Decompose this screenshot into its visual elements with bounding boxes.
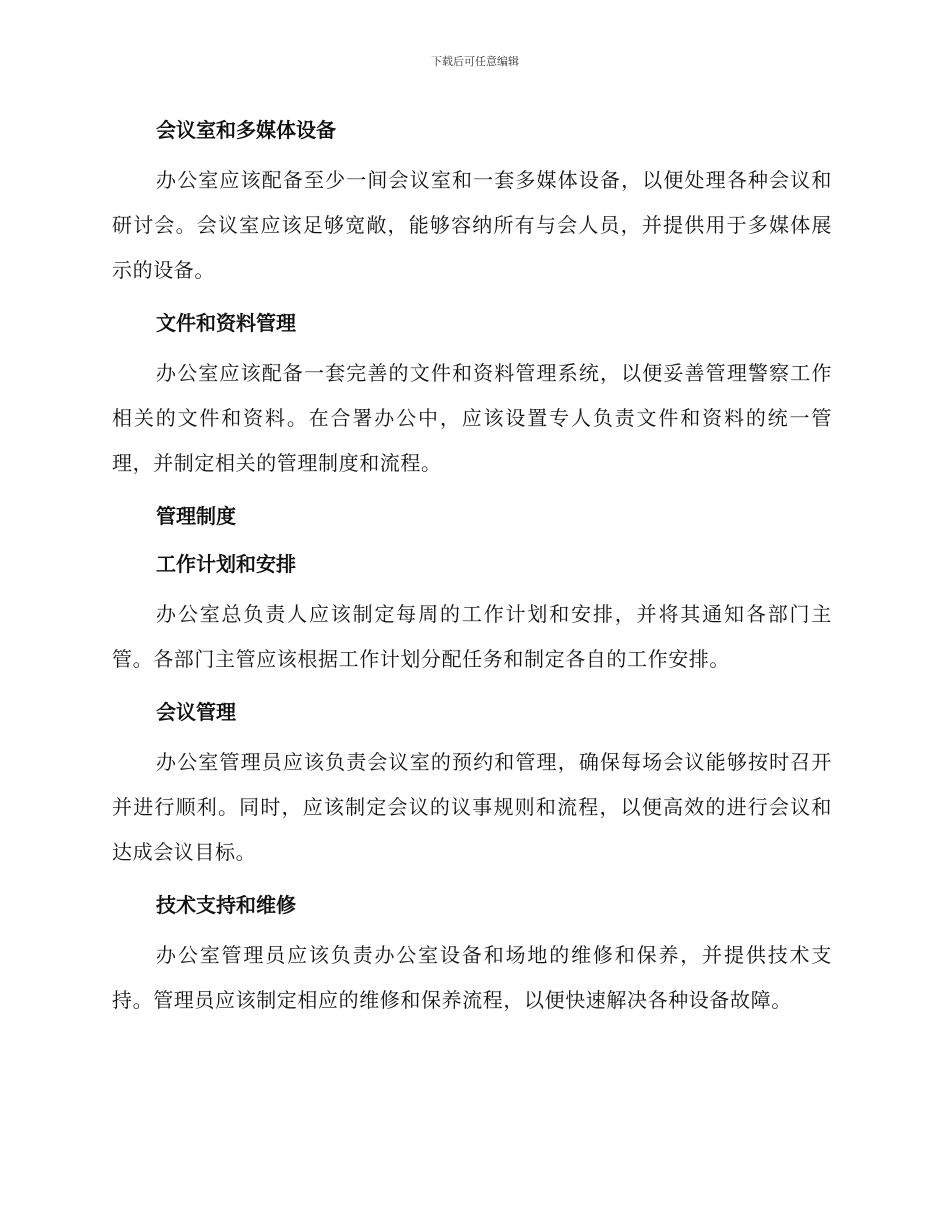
paragraph-tech-support: 办公室管理员应该负责办公室设备和场地的维修和保养，并提供技术支持。管理员应该制定相应的维修和保养流程，以便快速解决各种设备故障。 <box>112 943 832 1012</box>
section-heading-management-system: 管理制度 <box>156 504 236 528</box>
page-header-note: 下载后可任意编辑 <box>431 55 519 68</box>
section-heading-meeting-management: 会议管理 <box>156 700 236 724</box>
paragraph-work-plan: 办公室总负责人应该制定每周的工作计划和安排，并将其通知各部门主管。各部门主管应该根据工作计划分配任务和制定各自的工作安排。 <box>112 602 832 671</box>
paragraph-meeting-room: 办公室应该配备至少一间会议室和一套多媒体设备，以便处理各种会议和研讨会。会议室应该足够宽敞，能够容纳所有与会人员，并提供用于多媒体展示的设备。 <box>112 168 832 282</box>
paragraph-file-management: 办公室应该配备一套完善的文件和资料管理系统，以便妥善管理警察工作相关的文件和资料。在合署办公中，应该设置专人负责文件和资料的统一管理，并制定相关的管理制度和流程。 <box>112 361 832 475</box>
section-heading-meeting-room: 会议室和多媒体设备 <box>156 118 336 142</box>
section-heading-tech-support: 技术支持和维修 <box>156 893 296 917</box>
section-heading-file-management: 文件和资料管理 <box>156 311 296 335</box>
paragraph-meeting-management: 办公室管理员应该负责会议室的预约和管理，确保每场会议能够按时召开并进行顺利。同时，应该制定会议的议事规则和流程，以便高效的进行会议和达成会议目标。 <box>112 750 832 864</box>
section-heading-work-plan: 工作计划和安排 <box>156 552 296 576</box>
document-body <box>112 110 832 1033</box>
